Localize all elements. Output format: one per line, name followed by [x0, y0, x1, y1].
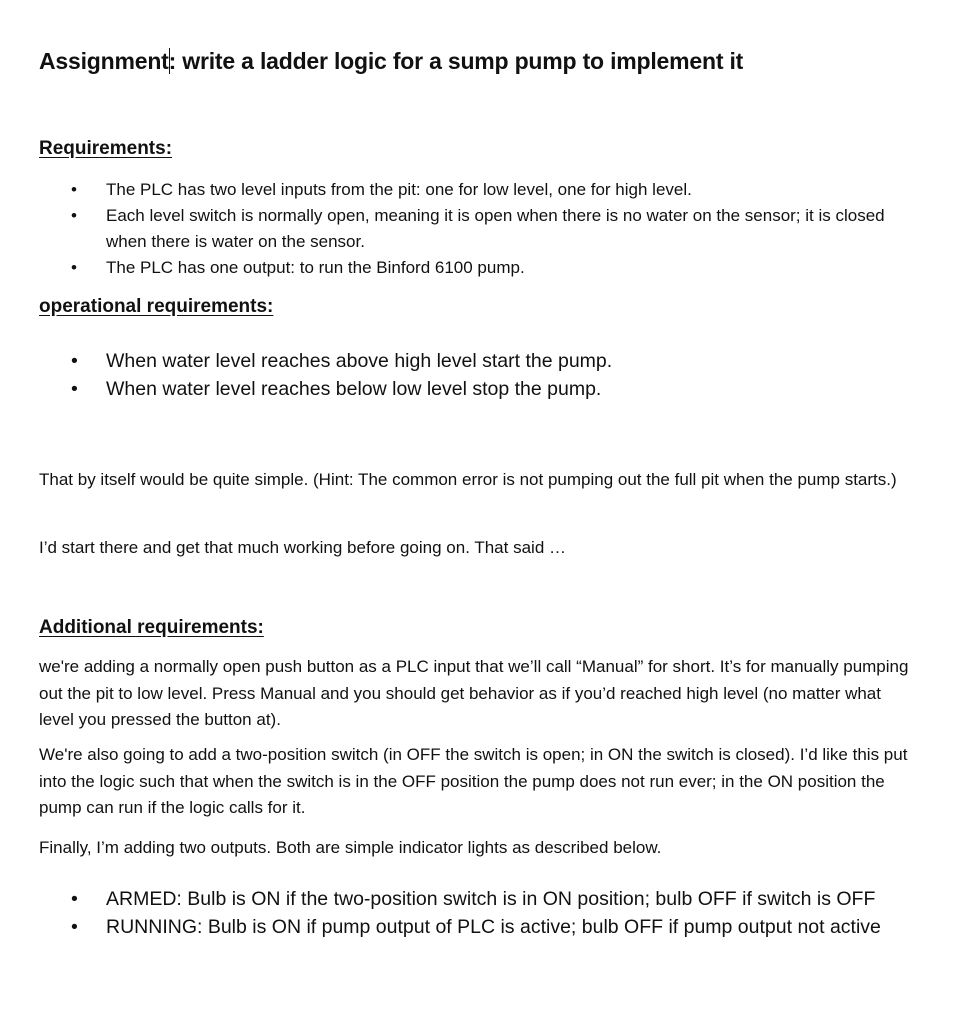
list-item-text: Each level switch is normally open, meaning it is open when there is no water on the sensor; it is closed when there is water on the sensor. [106, 206, 885, 251]
bullet-icon: • [71, 258, 77, 277]
indicator-list [0, 885, 916, 941]
start-paragraph: I’d start there and get that much working before going on. That said … [39, 538, 566, 557]
list-item [0, 255, 916, 281]
list-item [0, 375, 916, 403]
list-item-text: When water level reaches below low level stop the pump. [106, 378, 602, 400]
list-item-text: The PLC has two level inputs from the pit: one for low level, one for high level. [106, 180, 692, 199]
bullet-icon: • [71, 350, 78, 372]
list-item [0, 885, 916, 913]
requirements-list [0, 177, 916, 281]
list-item [0, 913, 916, 941]
list-item [0, 177, 916, 203]
bullet-icon: • [71, 206, 77, 225]
requirements-heading: Requirements: [39, 138, 173, 159]
bullet-icon: • [71, 888, 78, 910]
title-text-part1: Assignment [39, 48, 169, 74]
list-item [0, 347, 916, 375]
list-item-text: When water level reaches above high level start the pump. [106, 350, 613, 372]
list-item [0, 203, 916, 255]
manual-paragraph: we're adding a normally open push button as a PLC input that we’ll call “Manual” for short. It’s for manually pumping out the pit to low level. Press Manual and you should get behavior as if you’d reached high level (no matter what level you pressed the button at). [39, 657, 909, 729]
hint-paragraph: That by itself would be quite simple. (Hint: The common error is not pumping out the full pit when the pump starts.) [39, 470, 897, 489]
list-item-text: RUNNING: Bulb is ON if pump output of PLC is active; bulb OFF if pump output not active [106, 916, 881, 938]
bullet-icon: • [71, 378, 78, 400]
operational-heading: operational requirements: [39, 296, 274, 317]
additional-heading: Additional requirements: [39, 617, 264, 638]
outputs-paragraph: Finally, I’m adding two outputs. Both are simple indicator lights as described below. [39, 838, 662, 857]
bullet-icon: • [71, 180, 77, 199]
title-text-part2: : write a ladder logic for a sump pump to implement it [168, 48, 744, 74]
operational-list [0, 347, 916, 403]
list-item-text: The PLC has one output: to run the Binford 6100 pump. [106, 258, 525, 277]
switch-paragraph: We're also going to add a two-position switch (in OFF the switch is open; in ON the switch is closed). I’d like this put into the logic such that when the switch is in the OFF position the pump does not run ever; in the ON position the pump can run if the logic calls for it. [39, 745, 908, 817]
list-item-text: ARMED: Bulb is ON if the two-position switch is in ON position; bulb OFF if switch is OFF [106, 888, 876, 910]
bullet-icon: • [71, 916, 78, 938]
document-title [39, 48, 743, 75]
